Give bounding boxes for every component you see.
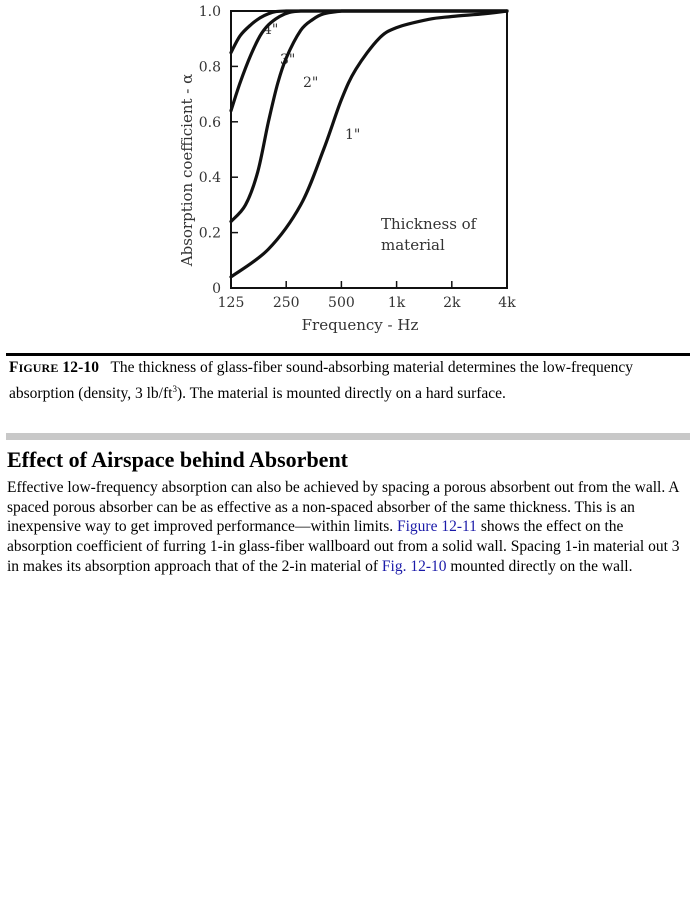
data-curves xyxy=(231,11,507,277)
y-tick-label: 1.0 xyxy=(198,4,221,20)
caption-rule xyxy=(6,353,690,356)
y-tick-label: 0.4 xyxy=(198,170,221,187)
section-rule xyxy=(6,433,690,440)
annotation-line-1: Thickness of xyxy=(381,215,477,233)
x-axis-ticks xyxy=(218,281,517,311)
series-label: 4" xyxy=(263,22,279,38)
curve-3 xyxy=(231,11,507,222)
body-paragraph: Effective low-frequency absorption can also be achieved by spacing a porous absorbent out from the wall. A spaced porous absorber can be as effective as a non-spaced absorber of the same thickness. This is an inexpensive way to get improved performance—within limits. Figure 12-11 shows the effect on the absorption coefficient of furring 1-in glass-fiber wallboard out from a solid wall. Spacing 1-in material out 3 in makes its absorption approach that of the 2-in material of Fig. 12-10 mounted directly on the wall. xyxy=(7,479,680,575)
y-tick-label: 0.6 xyxy=(198,114,221,131)
caption-superscript: 3 xyxy=(172,384,177,394)
series-label: 2" xyxy=(303,75,319,91)
x-tick-label: 500 xyxy=(328,295,355,311)
series-label: 3" xyxy=(280,52,296,68)
absorption-chart xyxy=(0,0,695,345)
y-tick-label: 0.2 xyxy=(198,225,221,242)
x-tick-label: 250 xyxy=(272,295,300,311)
section-heading: Effect of Airspace behind Absorbent xyxy=(7,447,348,472)
curve-4 xyxy=(231,11,507,277)
series-label: 1" xyxy=(345,127,361,143)
figure-12-10-link[interactable]: Fig. 12-10 xyxy=(381,557,447,575)
x-tick-label: 1k xyxy=(387,295,406,311)
x-axis-label: Frequency - Hz xyxy=(301,316,419,334)
caption-text: The thickness of glass-fiber sound-absorbing material determines the low-frequency absorption (density, 3 lb/ft xyxy=(9,359,633,403)
y-axis-label: Absorption coefficient - α xyxy=(178,73,196,267)
figure-12-11-link[interactable]: Figure 12-11 xyxy=(397,518,477,536)
figure-12-10 xyxy=(0,0,695,345)
caption-label: FIGURE 12-10 xyxy=(9,359,100,376)
y-tick-label: 0 xyxy=(212,281,221,297)
caption-text-end: ). The material is mounted directly on a hard surface. xyxy=(176,385,506,403)
x-tick-label: 125 xyxy=(217,295,245,311)
x-tick-label: 4k xyxy=(498,295,516,311)
y-tick-label: 0.8 xyxy=(198,59,221,76)
x-tick-label: 2k xyxy=(443,295,461,311)
annotation-line-2: material xyxy=(381,236,445,254)
figure-caption xyxy=(9,357,689,404)
